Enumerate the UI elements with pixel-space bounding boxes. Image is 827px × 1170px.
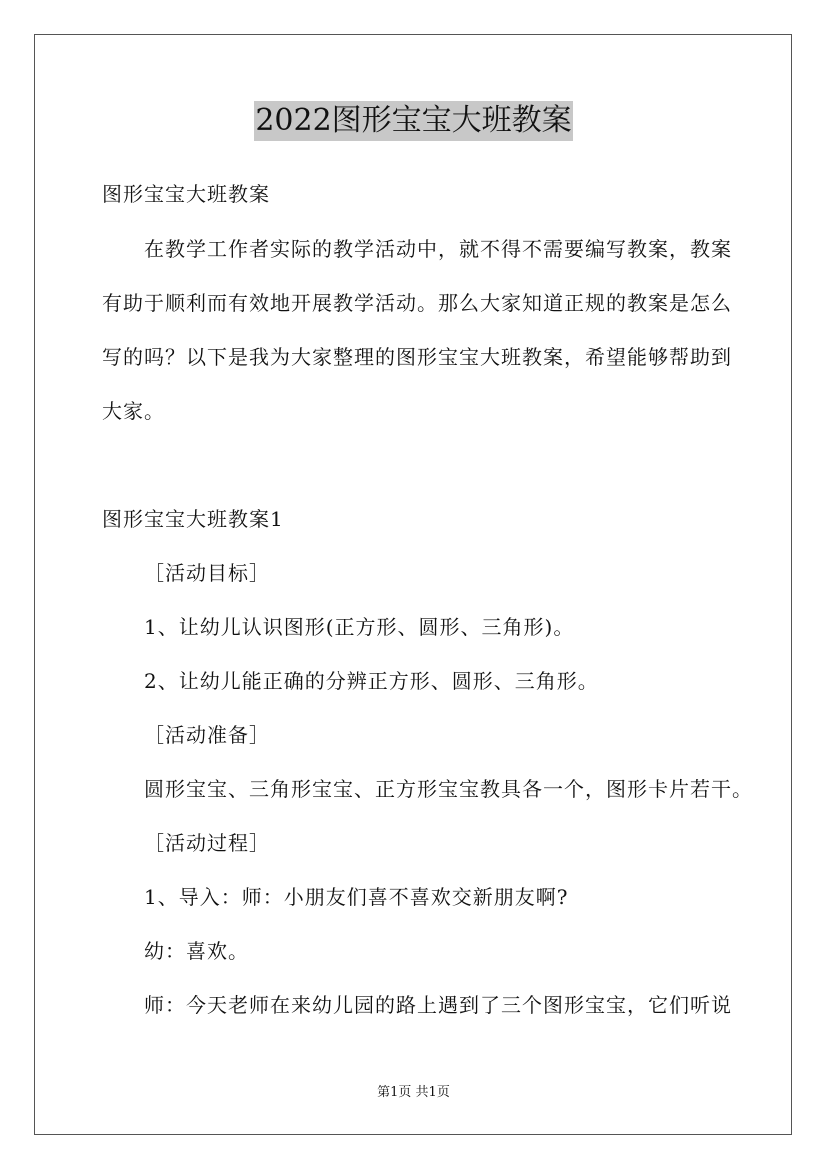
- goal-heading: ［活动目标］: [144, 561, 270, 585]
- intro-line: 大家。: [102, 399, 165, 423]
- prep-heading: ［活动准备］: [144, 723, 270, 747]
- intro-line: 写的吗？以下是我为大家整理的图形宝宝大班教案，希望能够帮助到: [102, 345, 732, 369]
- document-title: 2022图形宝宝大班教案: [254, 101, 572, 141]
- intro-line: 有助于顺利而有效地开展教学活动。那么大家知道正规的教案是怎么: [102, 291, 732, 315]
- goal-item: 1、让幼儿认识图形(正方形、圆形、三角形)。: [144, 615, 575, 639]
- intro-line: 在教学工作者实际的教学活动中，就不得不需要编写教案，教案: [144, 237, 732, 261]
- section-heading: 图形宝宝大班教案1: [102, 507, 284, 531]
- process-line: 师：今天老师在来幼儿园的路上遇到了三个图形宝宝，它们听说: [144, 993, 732, 1017]
- title-container: [0, 101, 827, 141]
- process-line: 幼：喜欢。: [144, 939, 249, 963]
- prep-text: 圆形宝宝、三角形宝宝、正方形宝宝教具各一个，图形卡片若干。: [144, 777, 753, 801]
- goal-item: 2、让幼儿能正确的分辨正方形、圆形、三角形。: [144, 669, 599, 693]
- process-heading: ［活动过程］: [144, 831, 270, 855]
- page-footer: 第1页 共1页: [377, 1085, 450, 1100]
- document-subtitle: 图形宝宝大班教案: [102, 182, 270, 206]
- process-line: 1、导入：师：小朋友们喜不喜欢交新朋友啊?: [144, 885, 569, 909]
